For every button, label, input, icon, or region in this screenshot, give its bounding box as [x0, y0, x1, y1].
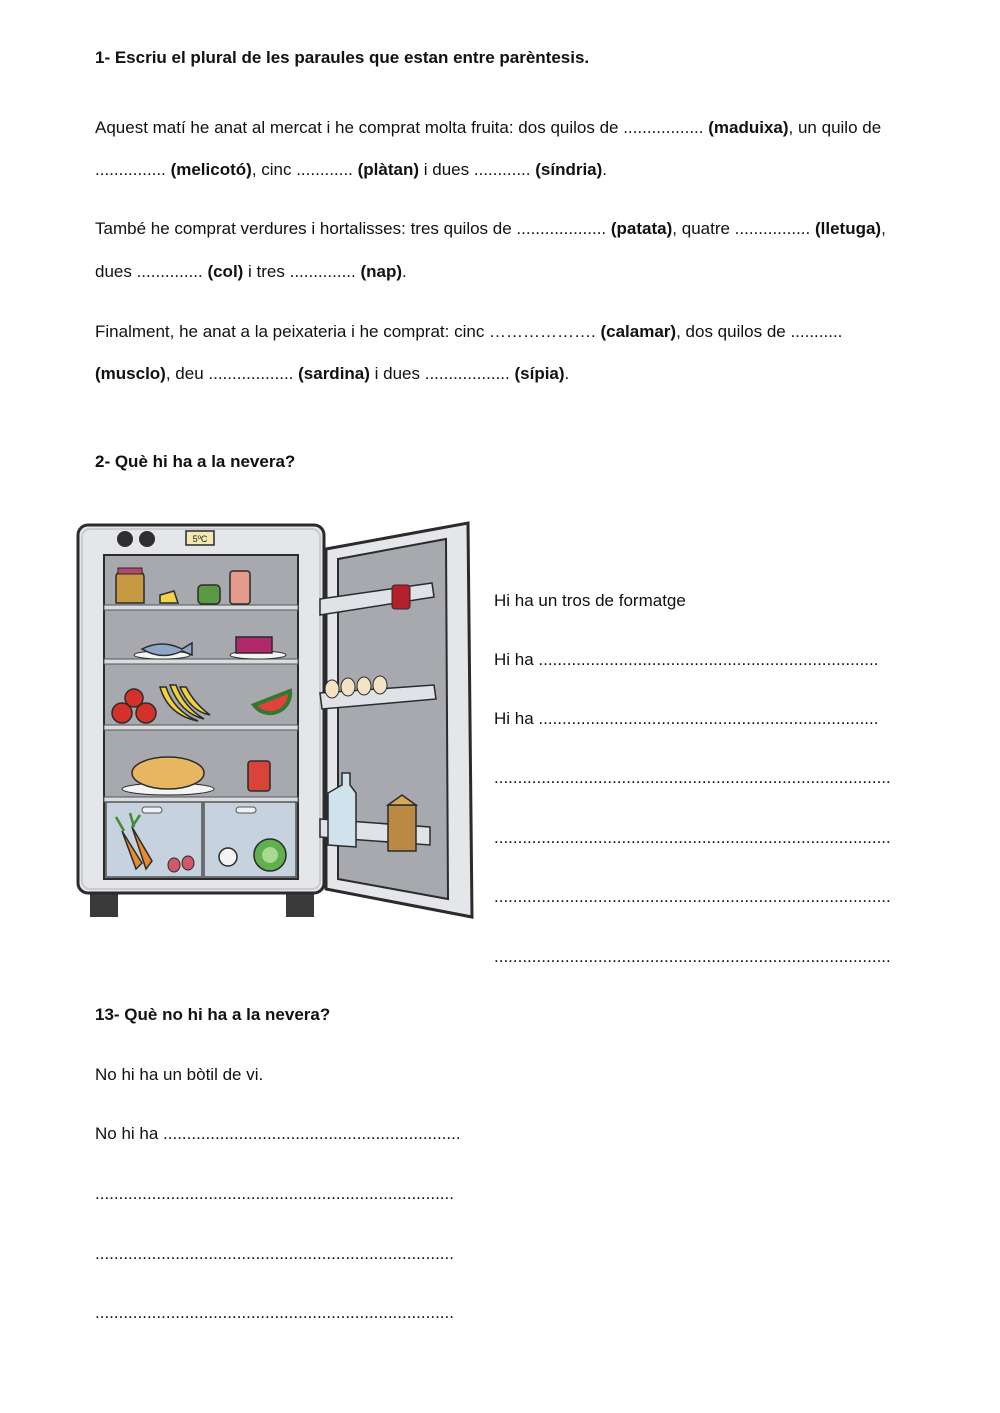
paragraph-vegetables-line-2: dues .............. (col) i tres .............. (nap).	[95, 262, 407, 281]
word-musclo: (musclo)	[95, 364, 166, 383]
word-col: (col)	[207, 262, 244, 281]
exercise-1-title: 1- Escriu el plural de les paraules que estan entre parèntesis.	[95, 48, 590, 67]
fridge-answer-5[interactable]: ....................................................................................	[494, 828, 891, 847]
fridge-answer-1: Hi ha un tros de formatge	[494, 591, 686, 610]
shelf-1	[104, 605, 298, 610]
radish-1	[168, 858, 180, 872]
not-in-fridge-answer-1: No hi ha un bòtil de vi.	[95, 1065, 264, 1084]
egg-3	[357, 677, 371, 695]
fridge-knob-right	[139, 531, 155, 547]
apple-3	[125, 689, 143, 707]
fridge-answer-6[interactable]: ....................................................................................	[494, 887, 891, 906]
turnip	[219, 848, 237, 866]
meat	[236, 637, 272, 653]
word-patata: (patata)	[610, 219, 673, 238]
paragraph-fruit-line-1: Aquest matí he anat al mercat i he comprat molta fruita: dos quilos de ................. (maduixa), un quilo de	[95, 118, 882, 137]
not-in-fridge-answer-2[interactable]: No hi ha ...............................................................	[95, 1124, 461, 1143]
paragraph-vegetables-line-1: També he comprat verdures i hortalisses: tres quilos de ................... (patata), quatre ................ (lletuga),	[95, 219, 886, 238]
word-calamar: (calamar)	[600, 322, 677, 341]
word-platan: (plàtan)	[357, 160, 420, 179]
word-sipia: (sípia)	[514, 364, 565, 383]
not-in-fridge-answer-4[interactable]: ............................................................................	[95, 1244, 454, 1263]
jar-green	[198, 585, 220, 604]
fridge-answer-3[interactable]: Hi ha ........................................................................	[494, 709, 879, 728]
jar-red	[248, 761, 270, 791]
milk-carton	[388, 805, 416, 851]
paragraph-fruit-line-2: ............... (melicotó), cinc ............ (plàtan) i dues ............ (síndria).	[95, 160, 608, 179]
jar-pink	[230, 571, 250, 604]
word-lletuga: (lletuga)	[814, 219, 882, 238]
egg-2	[341, 678, 355, 696]
bottle-sauce	[392, 585, 410, 609]
egg-1	[325, 680, 339, 698]
radish-2	[182, 856, 194, 870]
roast-chicken	[132, 757, 204, 789]
fridge-answer-7[interactable]: ....................................................................................	[494, 947, 891, 966]
paragraph-fish-line-1: Finalment, he anat a la peixateria i he comprat: cinc ………………. (calamar), dos quilos de ...........	[95, 322, 843, 341]
temperature-text: 5ºC	[192, 534, 208, 544]
word-sardina: (sardina)	[298, 364, 370, 383]
word-maduixa: (maduixa)	[708, 118, 789, 137]
fridge-answer-2[interactable]: Hi ha ........................................................................	[494, 650, 879, 669]
shelf-3	[104, 725, 298, 730]
fridge-answer-4[interactable]: ....................................................................................	[494, 768, 891, 787]
word-melicoto: (melicotó)	[170, 160, 252, 179]
jar-honey	[116, 570, 144, 603]
egg-4	[373, 676, 387, 694]
fridge-knob-left	[117, 531, 133, 547]
exercise-3-title: 13- Què no hi ha a la nevera?	[95, 1005, 331, 1024]
fridge-illustration	[70, 515, 480, 925]
not-in-fridge-answer-5[interactable]: ............................................................................	[95, 1303, 454, 1322]
not-in-fridge-answer-3[interactable]: ............................................................................	[95, 1184, 454, 1203]
exercise-2-title: 2- Què hi ha a la nevera?	[95, 452, 296, 471]
shelf-2	[104, 659, 298, 664]
paragraph-fish-line-2: (musclo), deu .................. (sardina) i dues .................. (sípia).	[95, 364, 570, 383]
word-sindria: (síndria)	[535, 160, 603, 179]
word-nap: (nap)	[360, 262, 403, 281]
